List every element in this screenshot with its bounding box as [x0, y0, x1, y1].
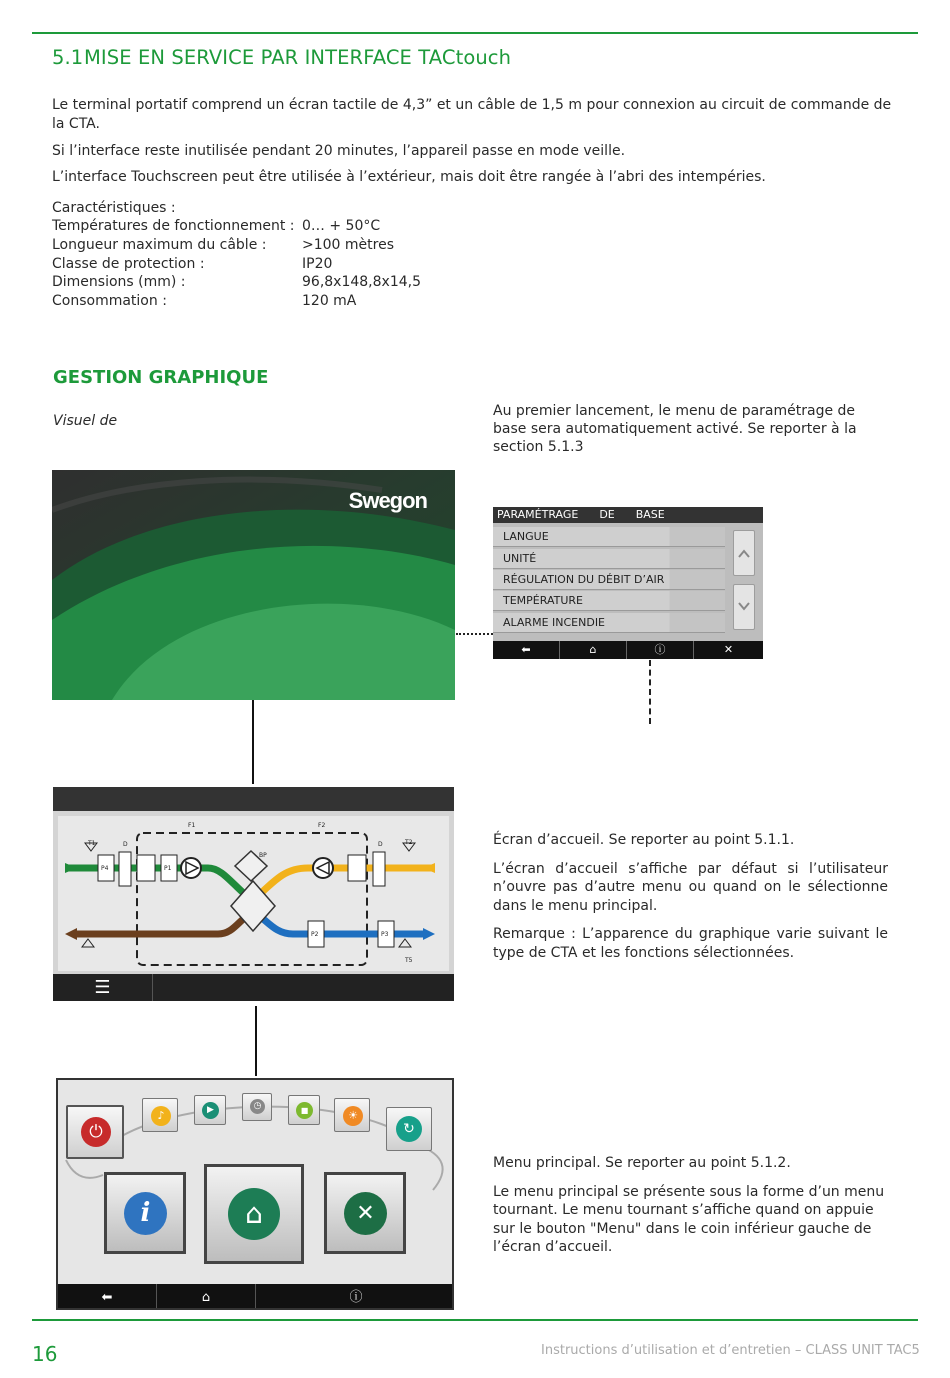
refresh-button[interactable]	[386, 1107, 432, 1151]
home-button[interactable]	[560, 641, 627, 659]
info-icon: i	[124, 1192, 167, 1235]
stop-icon: ■	[296, 1102, 313, 1119]
section-title: MISE EN SERVICE PAR INTERFACE TACtouch	[84, 46, 512, 69]
first-launch-text: Au premier lancement, le menu de paramétrage de base sera automatiquement activé. Se reporter à la section 5.1.3	[493, 403, 857, 455]
tools-icon: ✕	[344, 1192, 387, 1235]
ahu-diagram	[53, 811, 454, 974]
label-f1: F1	[188, 822, 196, 829]
tools-icon: ✕	[723, 643, 734, 656]
connector-line	[252, 700, 254, 784]
refresh-icon: ↻	[396, 1116, 422, 1142]
menu-item-unite[interactable]: UNITÉ	[493, 549, 725, 569]
main-menu-text-2: Le menu principal se présente sous la forme d’un menu tournant. Le menu tournant s’affiche quand on appuie sur le bouton "Menu" dans le coin inférieur gauche de l’écran d’accueil.	[493, 1183, 885, 1255]
back-arrow-icon: ⬅	[101, 1290, 113, 1305]
home-text-3: Remarque : L’apparence du graphique varie suivant le type de CTA et les fonctions sélectionnées.	[493, 926, 888, 961]
sun-icon: ☀	[343, 1106, 363, 1126]
connector-line	[255, 1006, 257, 1076]
label-t5: T5	[405, 957, 413, 964]
splash-screen	[52, 470, 455, 700]
spec-label: Dimensions (mm) :	[52, 274, 186, 290]
param-menu-panel	[493, 507, 763, 659]
spec-row	[52, 293, 356, 309]
param-menu-bar	[493, 641, 763, 659]
menu-item-temperature[interactable]: TEMPÉRATURE	[493, 591, 725, 611]
chevron-up-icon	[734, 531, 754, 575]
home-menu-button[interactable]	[204, 1164, 304, 1264]
home-icon: ⌂	[228, 1188, 280, 1240]
label-d1: D	[123, 841, 128, 848]
main-menu-screen	[56, 1078, 454, 1310]
spec-row	[52, 274, 421, 290]
power-button[interactable]	[66, 1105, 124, 1159]
connector-dotted	[456, 633, 493, 635]
label-bp: BP	[259, 852, 267, 859]
section-heading	[52, 46, 511, 69]
spec-row	[52, 256, 332, 272]
bottom-rule	[32, 1319, 918, 1321]
home-button[interactable]	[157, 1284, 256, 1310]
spec-value: 120 mA	[302, 293, 357, 309]
back-arrow-icon: ⬅	[521, 643, 531, 656]
spec-value: 96,8x148,8x14,5	[302, 274, 421, 290]
intro-paragraph-2: Si l’interface reste inutilisée pendant 20 minutes, l’appareil passe en mode veille.	[52, 143, 626, 159]
label-t2: T2	[405, 839, 413, 846]
label-t1: T1	[88, 840, 96, 847]
label-p1: P1	[164, 865, 172, 872]
main-menu-text-1: Menu principal. Se reporter au point 5.1.2.	[493, 1155, 791, 1171]
param-menu-title: PARAMÉTRAGE DE BASE	[493, 507, 763, 523]
alarm-bell-icon: ♪	[151, 1106, 171, 1126]
label-p3: P3	[381, 931, 389, 938]
spec-label: Classe de protection :	[52, 256, 205, 272]
intro-paragraph-3: L’interface Touchscreen peut être utilisée à l’extérieur, mais doit être rangée à l’abri des intempéries.	[52, 169, 766, 185]
home-icon: ⌂	[201, 1290, 211, 1305]
back-button[interactable]	[493, 641, 560, 659]
info-menu-button[interactable]	[104, 1172, 186, 1254]
label-d2: D	[378, 841, 383, 848]
label-f2: F2	[318, 822, 326, 829]
spec-value: 0… + 50°C	[302, 218, 381, 234]
power-icon: ⏻	[81, 1117, 111, 1147]
info-button[interactable]	[256, 1284, 454, 1310]
sun-button[interactable]	[334, 1098, 370, 1132]
info-button[interactable]	[627, 641, 694, 659]
home-text-2: L’écran d’accueil s’affiche par défaut si l’utilisateur n’ouvre pas d’autre menu ou quand on le sélectionne dans le menu principal.	[493, 860, 888, 914]
stop-button[interactable]	[288, 1095, 320, 1125]
home-screen-topbar	[53, 787, 454, 811]
info-icon: ⓘ	[654, 643, 666, 656]
spec-label: Consommation :	[52, 293, 167, 309]
menu-item-alarme[interactable]: ALARME INCENDIE	[493, 613, 725, 633]
tools-button[interactable]	[694, 641, 763, 659]
alarm-button[interactable]	[142, 1098, 178, 1132]
connector-dashed	[649, 660, 651, 724]
hamburger-icon: ☰	[94, 977, 111, 998]
top-rule	[32, 32, 918, 34]
spec-label: Longueur maximum du câble :	[52, 237, 267, 253]
home-text-1: Écran d’accueil. Se reporter au point 5.1.1.	[493, 832, 795, 848]
main-menu-bar	[58, 1284, 454, 1310]
spec-row	[52, 218, 380, 234]
intro-paragraph-1: Le terminal portatif comprend un écran tactile de 4,3” et un câble de 1,5 m pour connexion au circuit de commande de la CTA.	[52, 97, 892, 132]
label-p4: P4	[101, 865, 109, 872]
menu-button[interactable]	[53, 974, 153, 1001]
label-p2: P2	[311, 931, 319, 938]
play-icon: ▶	[202, 1102, 219, 1119]
visuel-label: Visuel de	[53, 413, 118, 429]
back-button[interactable]	[58, 1284, 157, 1310]
spec-value: IP20	[302, 256, 333, 272]
home-icon: ⌂	[589, 643, 597, 656]
play-button[interactable]	[194, 1095, 226, 1125]
gestion-heading: GESTION GRAPHIQUE	[53, 367, 269, 388]
spec-label: Températures de fonctionnement :	[52, 218, 295, 234]
home-screen	[53, 787, 454, 1001]
scroll-up-button[interactable]	[733, 530, 755, 576]
footer-doc-title: Instructions d’utilisation et d’entretien – CLASS UNIT TAC5	[541, 1343, 920, 1358]
home-screen-description	[493, 831, 888, 972]
chevron-down-icon	[734, 585, 754, 629]
clock-button[interactable]	[242, 1093, 272, 1121]
section-number: 5.1	[52, 46, 84, 69]
spec-value: >100 mètres	[302, 237, 394, 253]
tools-menu-button[interactable]	[324, 1172, 406, 1254]
swegon-logo: Swegon	[348, 488, 427, 513]
info-icon: ⓘ	[349, 1290, 363, 1305]
clock-icon: ◷	[250, 1099, 265, 1114]
scroll-down-button[interactable]	[733, 584, 755, 630]
page-number: 16	[32, 1342, 58, 1366]
specs-heading: Caractéristiques :	[52, 200, 176, 216]
spec-row	[52, 237, 394, 253]
home-screen-bottombar	[53, 974, 454, 1001]
menu-item-langue[interactable]: LANGUE	[493, 527, 725, 547]
menu-item-regulation[interactable]: RÉGULATION DU DÉBIT D’AIR	[493, 570, 725, 590]
main-menu-description	[493, 1154, 888, 1267]
